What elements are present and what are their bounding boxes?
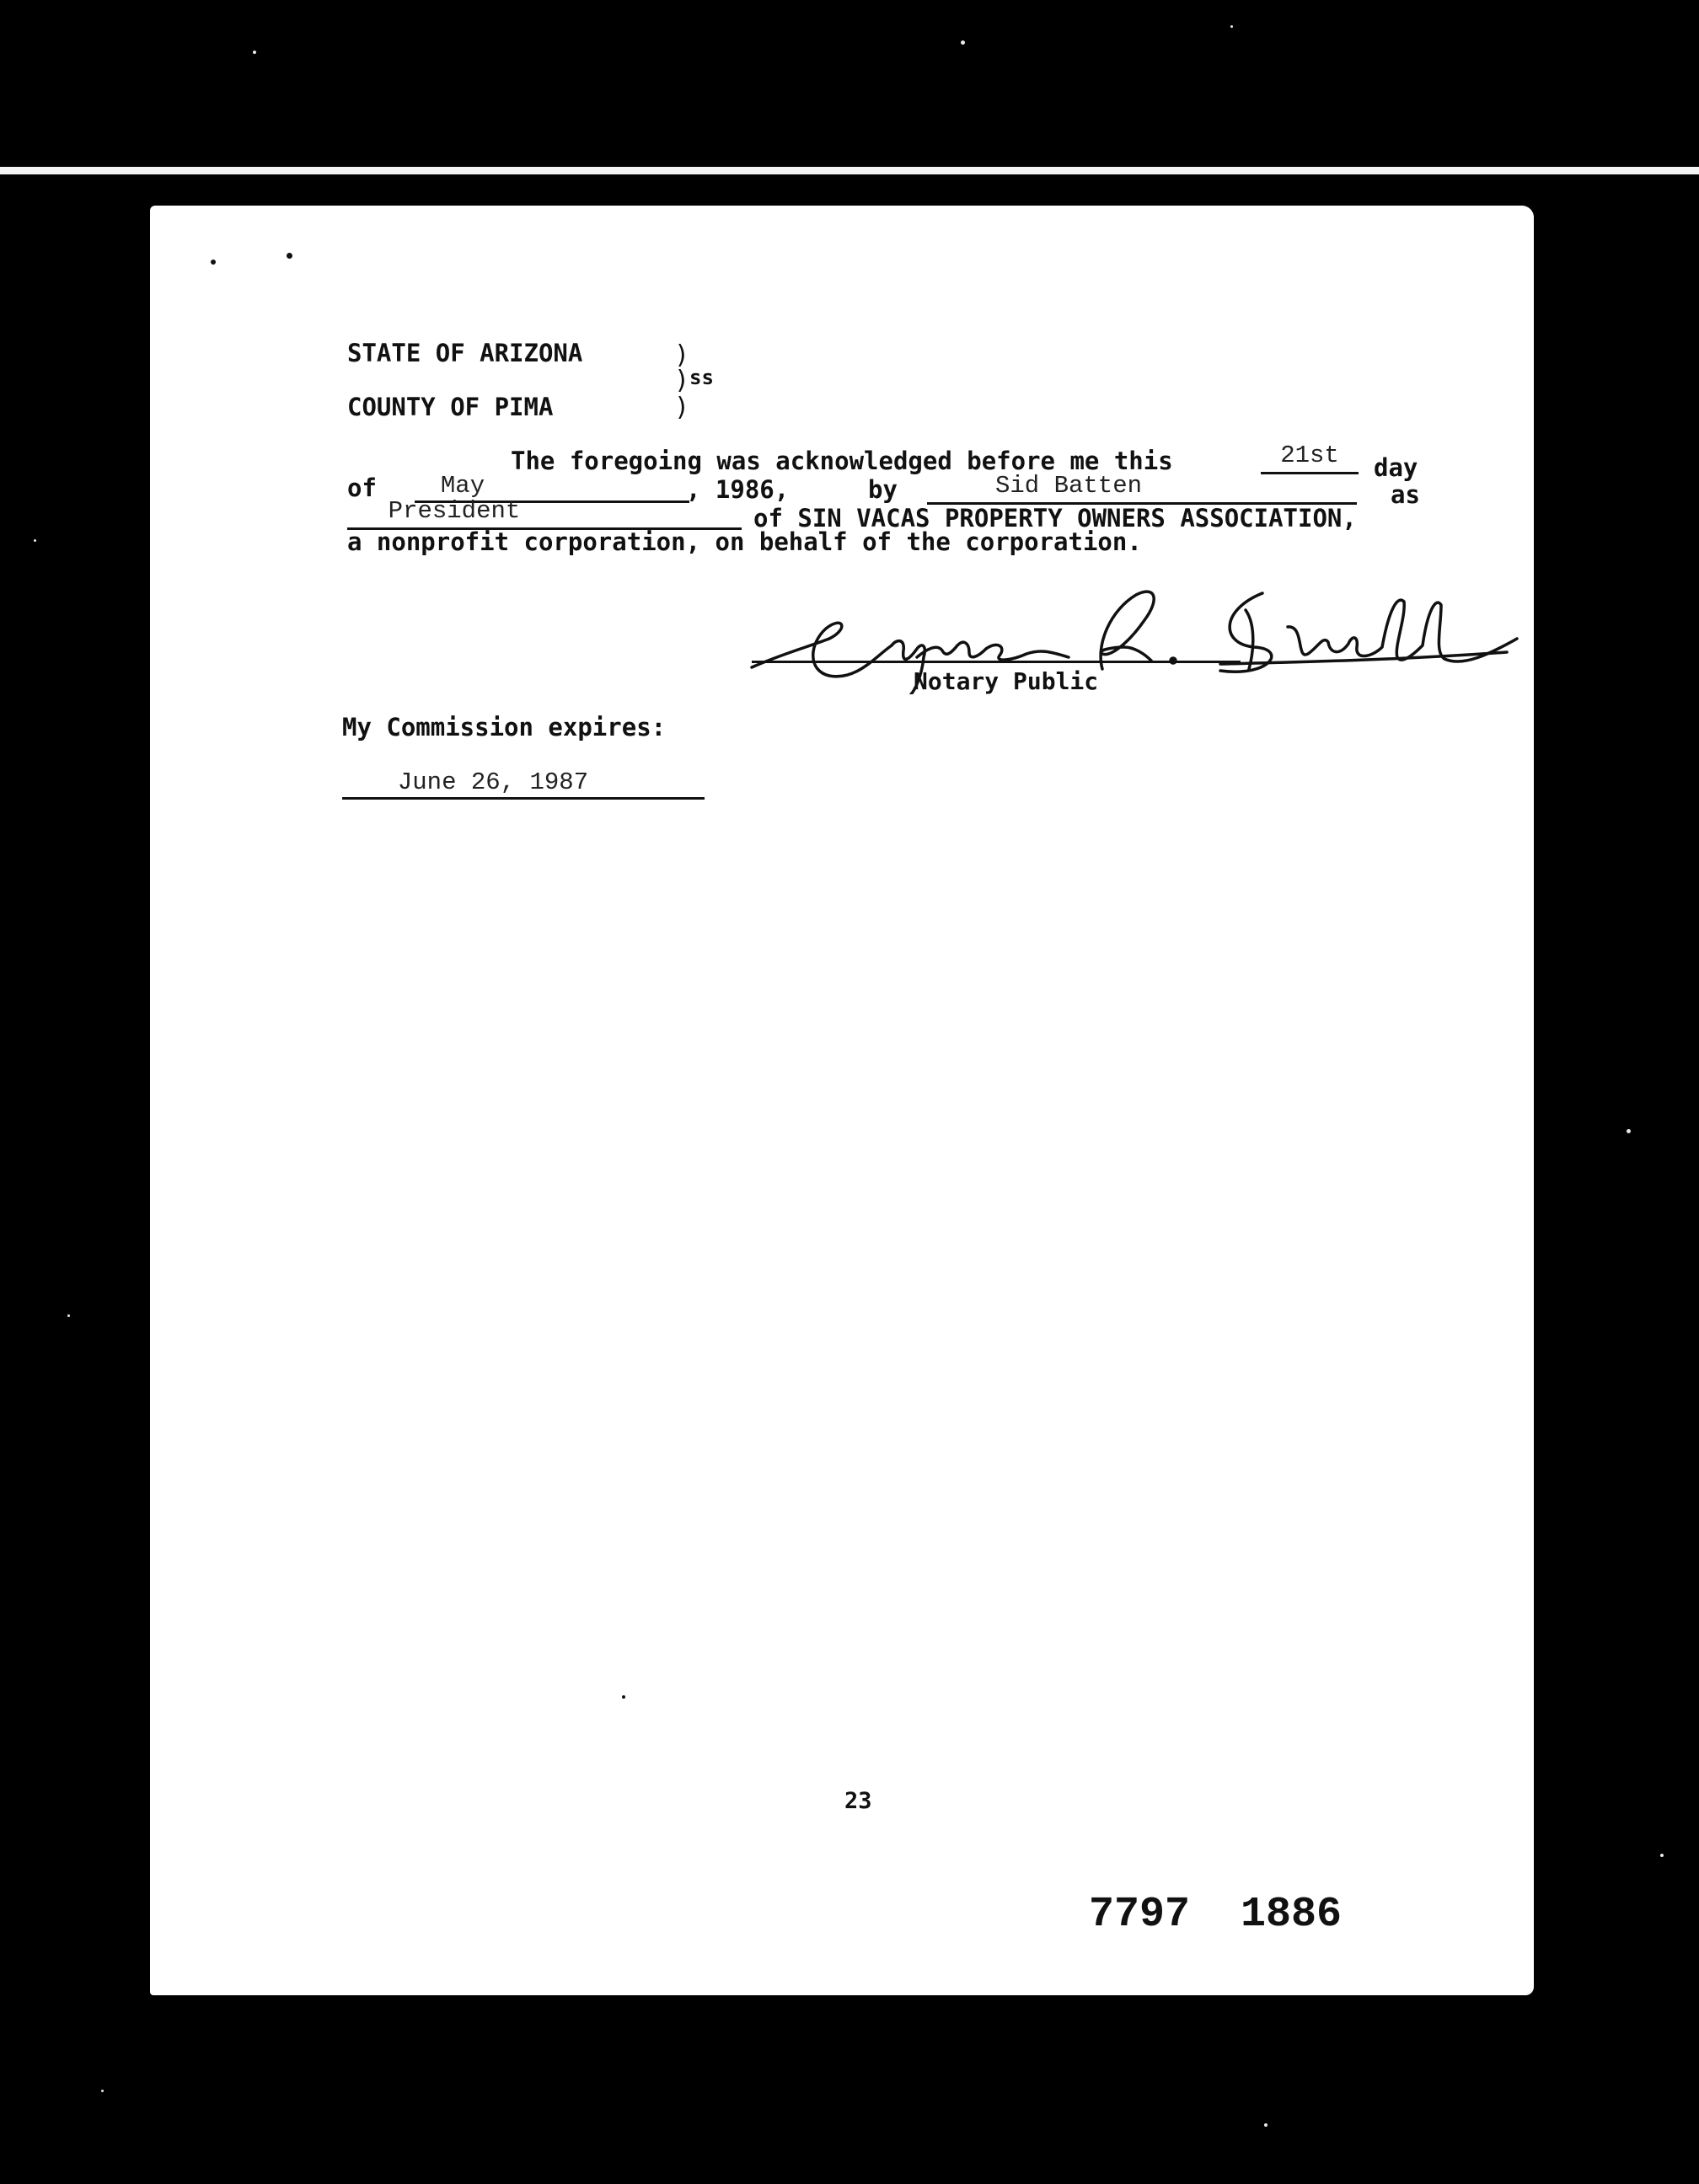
scan-noise (1230, 25, 1233, 28)
acknowledgment-association: of SIN VACAS PROPERTY OWNERS ASSOCIATION, (753, 504, 1357, 533)
acknowledgment-line-1: The foregoing was acknowledged before me this (511, 447, 1173, 475)
notary-signature (748, 576, 1524, 694)
page-dot (622, 1695, 625, 1699)
scan-noise (1660, 1854, 1664, 1857)
scan-noise (101, 2090, 104, 2092)
scan-noise (961, 40, 965, 45)
document-number: 7797 1886 (1089, 1891, 1343, 1939)
commission-date: June 26, 1987 (397, 768, 589, 796)
acknowledgment-as: as (1391, 480, 1420, 509)
scan-noise (1627, 1129, 1631, 1133)
caption-bracket: ) (674, 340, 690, 370)
scan-noise (67, 1314, 70, 1317)
county-caption: COUNTY OF PIMA (347, 393, 554, 421)
acknowledgment-year: , 1986, (686, 475, 790, 504)
ss-mark: ss (689, 366, 714, 389)
page-number: 23 (844, 1788, 872, 1814)
scan-noise (34, 539, 36, 542)
acknowledgment-of: of (347, 474, 377, 502)
title-value: President (388, 497, 521, 525)
page-dot (287, 253, 292, 259)
scan-noise (1264, 2123, 1268, 2127)
notary-caption: Notary Public (914, 667, 1099, 695)
scan-noise (253, 51, 256, 54)
acknowledgment-by: by (868, 475, 898, 504)
acknowledgment-line-4: a nonprofit corporation, on behalf of the corporation. (347, 527, 1142, 556)
commission-label: My Commission expires: (342, 713, 667, 741)
caption-bracket: ) (674, 366, 690, 395)
caption-bracket: ) (674, 393, 690, 422)
state-caption: STATE OF ARIZONA (347, 339, 583, 367)
page-dot (211, 260, 216, 265)
name-value: Sid Batten (994, 472, 1143, 500)
scanner-edge-band (0, 167, 1699, 174)
month-value: May (440, 472, 485, 500)
document-page (150, 206, 1534, 1995)
day-value: 21st (1280, 442, 1339, 469)
acknowledgment-day-word: day (1374, 453, 1418, 482)
